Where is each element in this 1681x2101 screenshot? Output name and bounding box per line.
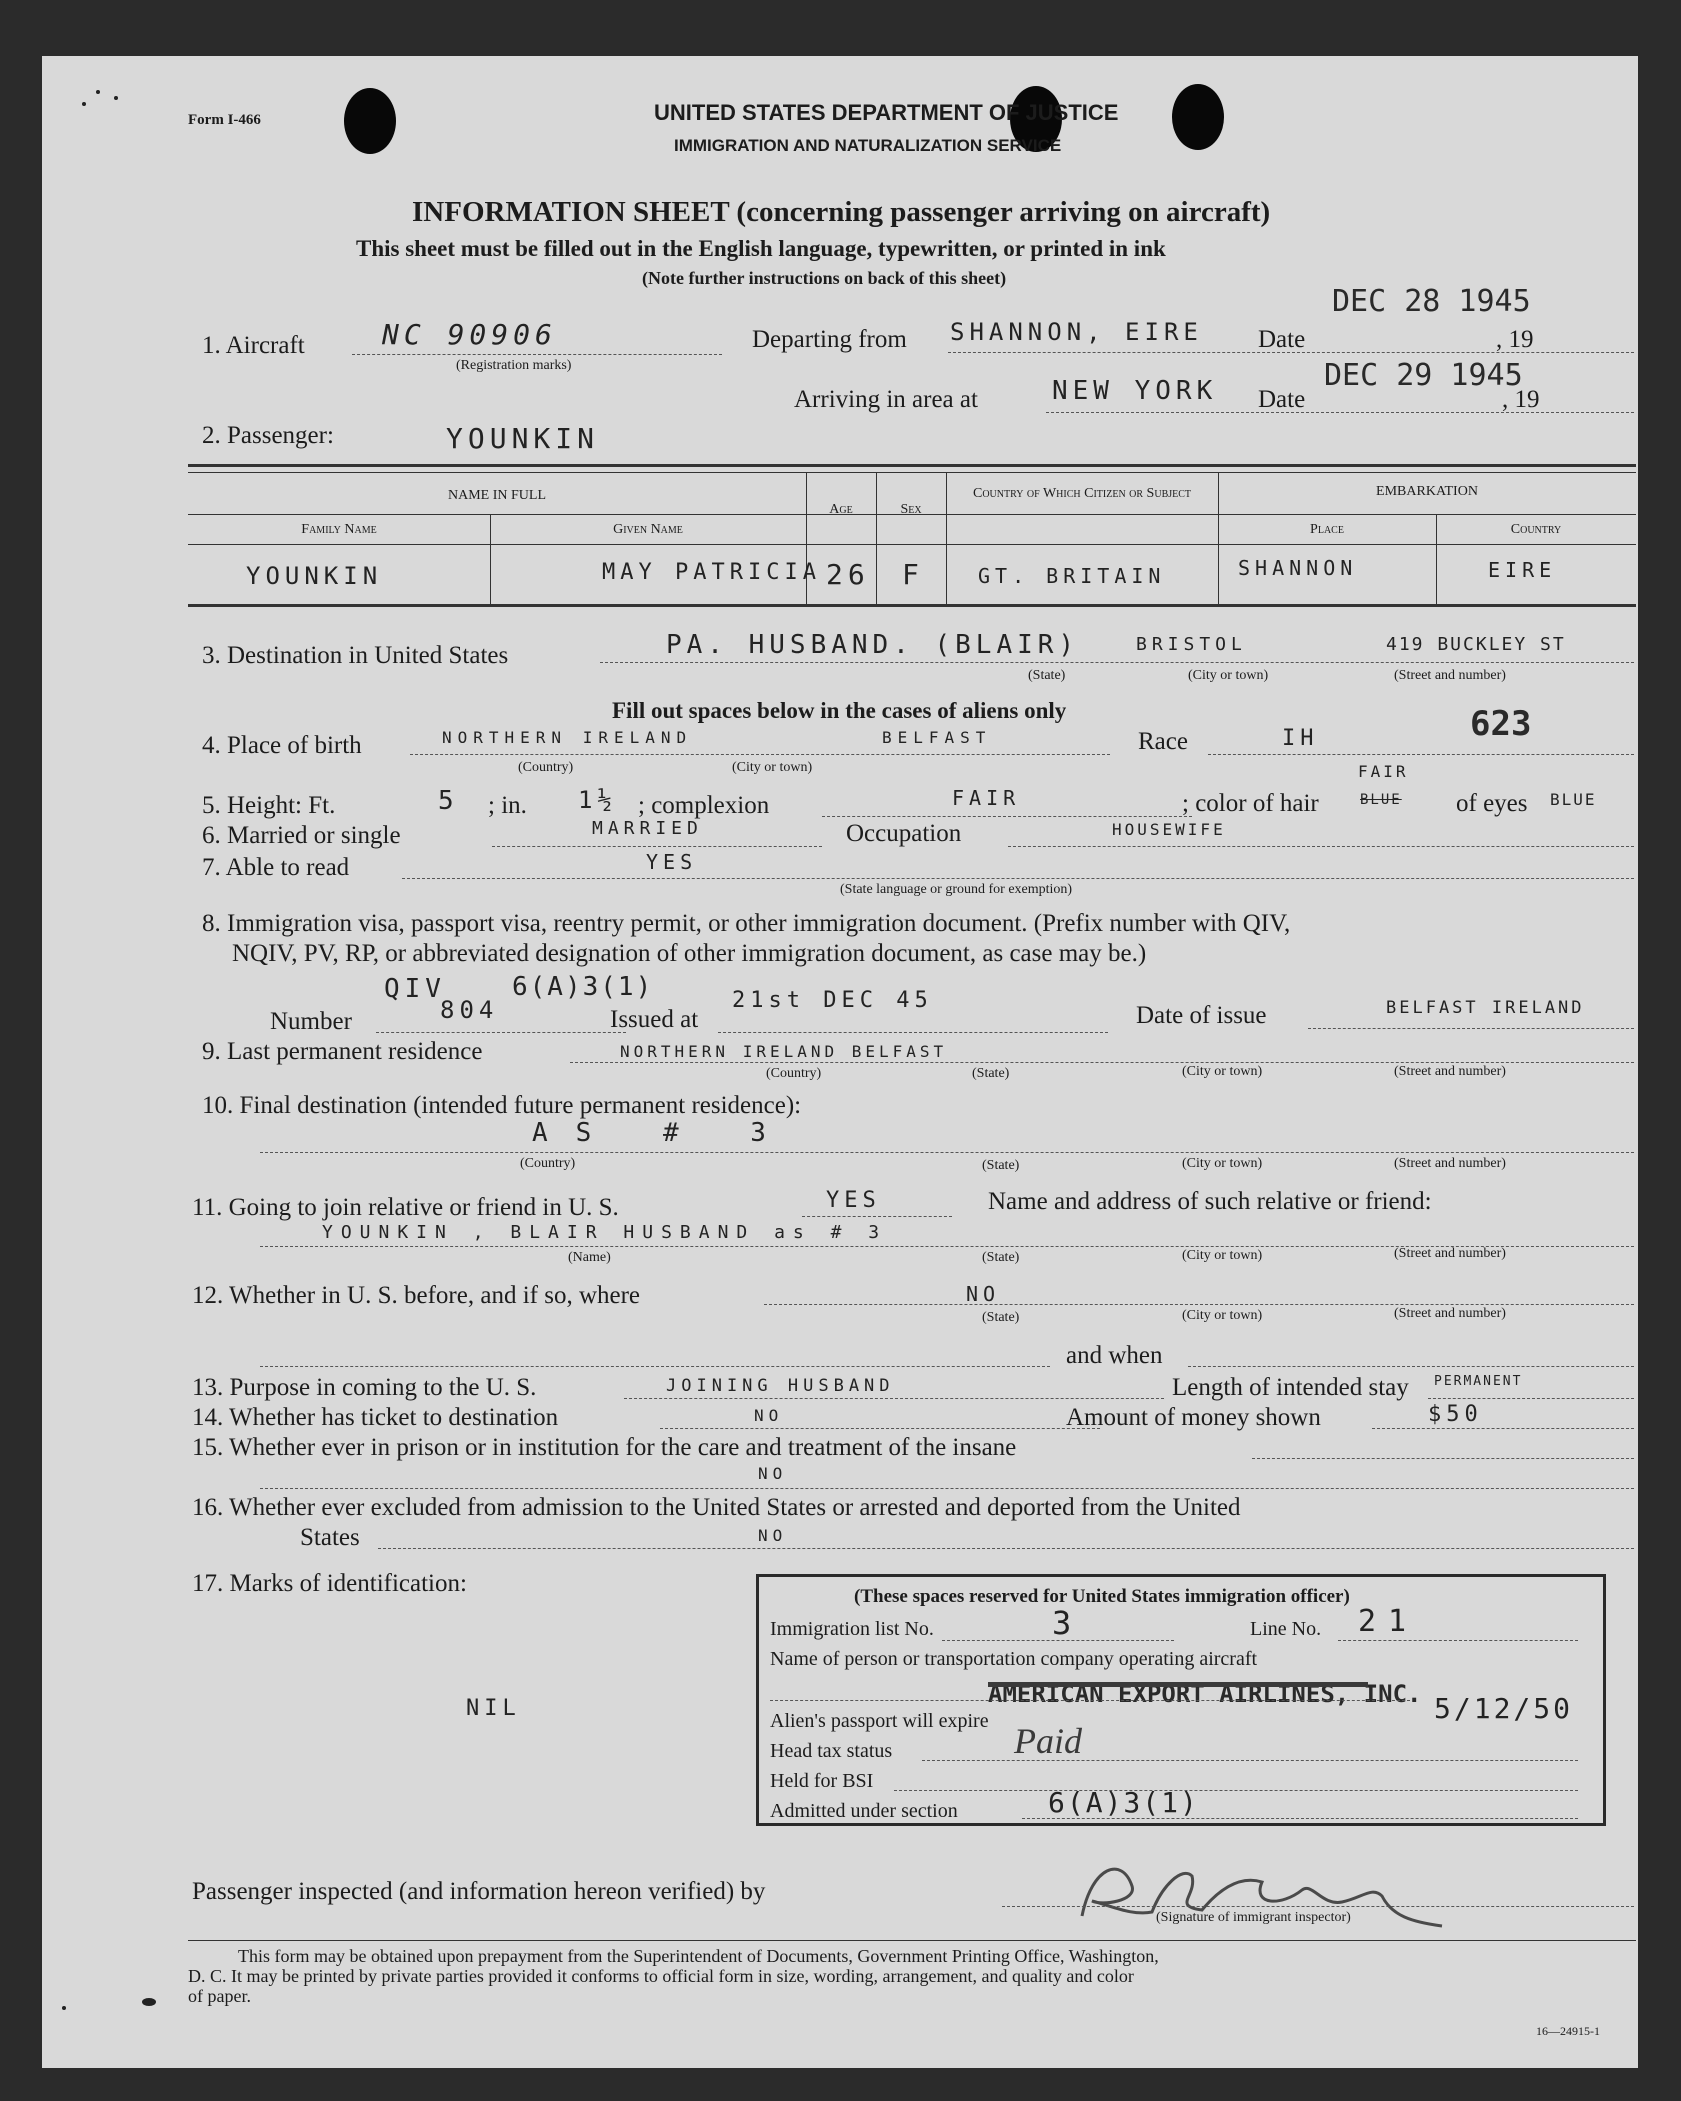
date-issue-line: [1308, 1028, 1634, 1029]
last-residence-line: [570, 1062, 1634, 1063]
last-residence-label: 9. Last permanent residence: [202, 1038, 483, 1065]
race-label: Race: [1138, 728, 1188, 755]
stay-length-label: Length of intended stay: [1172, 1374, 1409, 1401]
service-name: IMMIGRATION AND NATURALIZATION SERVICE: [674, 136, 1062, 155]
purpose-label: 13. Purpose in coming to the U. S.: [192, 1374, 537, 1401]
read-label: 7. Able to read: [202, 854, 350, 881]
prior-visit-line: [764, 1304, 1634, 1305]
complexion-label: ; complexion: [638, 792, 770, 819]
money-value: $50: [1428, 1402, 1483, 1427]
final-destination-state-caption: (State): [982, 1158, 1020, 1173]
document-sheet: [42, 56, 1638, 2068]
destination-label: 3. Destination in United States: [202, 642, 509, 669]
excluded-value: NO: [758, 1526, 788, 1545]
eyes-label: of eyes: [1456, 790, 1528, 817]
table-bottom-rule: [188, 604, 1636, 607]
identification-marks-label: 17. Marks of identification:: [192, 1570, 467, 1597]
prior-visit-label: 12. Whether in U. S. before, and if so, where: [192, 1282, 641, 1309]
citizen-heading: Country of Which Citizen or Subject: [972, 486, 1192, 501]
footer-line3: of paper.: [188, 1986, 251, 2006]
family-name-heading: Family Name: [301, 522, 377, 537]
departing-date-label: Date: [1258, 326, 1306, 353]
table-row-sex: F: [902, 558, 924, 591]
join-relative-value: YES: [826, 1188, 881, 1213]
race-value: IH: [1282, 726, 1319, 751]
age-heading: Age: [829, 502, 853, 517]
departing-line: [948, 352, 1634, 353]
departing-year-suffix: , 19: [1496, 326, 1534, 353]
height-in-label: ; in.: [488, 792, 527, 819]
head-tax-line: [922, 1760, 1578, 1761]
destination-state-value: PA. HUSBAND. (BLAIR): [666, 630, 1080, 660]
height-label: 5. Height: Ft.: [202, 792, 336, 819]
speck: [96, 90, 100, 94]
embarkation-heading: EMBARKATION: [1376, 484, 1478, 499]
line-no-value: 21: [1358, 1604, 1419, 1639]
complexion-line: [822, 816, 1192, 817]
bsi-label: Held for BSI: [770, 1770, 874, 1792]
page-title: INFORMATION SHEET (concerning passenger arriving on aircraft): [412, 196, 1271, 228]
immigration-list-value: 3: [1052, 1604, 1077, 1642]
admitted-section-value: 6(A)3(1): [1048, 1786, 1199, 1819]
hair-label: ; color of hair: [1182, 790, 1319, 817]
prior-visit-city-caption: (City or town): [1182, 1308, 1263, 1323]
date-issue-value: BELFAST IRELAND: [1386, 998, 1585, 1018]
table-row-given: MAY PATRICIA: [602, 560, 821, 585]
admitted-section-line: [1022, 1818, 1578, 1819]
department-name: UNITED STATES DEPARTMENT OF JUSTICE: [654, 100, 1119, 125]
admitted-section-label: Admitted under section: [770, 1800, 958, 1822]
arriving-date-stamp: DEC 29 1945: [1324, 358, 1523, 393]
height-ft-value: 5: [438, 786, 459, 816]
table-row-citizen: GT. BRITAIN: [978, 564, 1166, 588]
final-destination-city-caption: (City or town): [1182, 1156, 1263, 1171]
issued-at-value: 21st DEC 45: [732, 988, 933, 1013]
aircraft-line: [352, 354, 722, 355]
last-residence-value: NORTHERN IRELAND BELFAST: [620, 1042, 948, 1061]
visa-text-line1: 8. Immigration visa, passport visa, reentry permit, or other immigration document. (Prefix number with QIV,: [202, 910, 1291, 937]
money-line: [1372, 1428, 1634, 1429]
passport-expire-label: Alien's passport will expire: [770, 1710, 989, 1732]
country-heading: Country: [1510, 522, 1562, 537]
speck: [114, 96, 118, 100]
officer-box-title: (These spaces reserved for United States immigration officer): [854, 1586, 1350, 1607]
excluded-line: [378, 1548, 1634, 1549]
speck: [82, 102, 86, 106]
immigration-list-label: Immigration list No.: [770, 1618, 934, 1640]
signature-line: [1002, 1906, 1634, 1907]
fill-instruction: This sheet must be filled out in the English language, typewritten, or printed in ink: [356, 236, 1166, 261]
height-in-value: 1½: [578, 786, 617, 814]
sex-heading: Sex: [900, 502, 922, 517]
married-value: MARRIED: [592, 818, 703, 839]
destination-city-caption: (City or town): [1188, 668, 1269, 683]
ticket-value: NO: [754, 1406, 784, 1425]
ticket-line: [660, 1428, 1100, 1429]
back-note: (Note further instructions on back of this sheet): [642, 268, 1007, 288]
table-row-country: EIRE: [1488, 558, 1557, 582]
table-row-family: YOUNKIN: [246, 562, 383, 590]
occupation-value: HOUSEWIFE: [1112, 820, 1226, 839]
purpose-line: [624, 1398, 1164, 1399]
table-col-div: [876, 472, 877, 604]
registration-caption: (Registration marks): [456, 358, 572, 373]
issued-at-line: [718, 1032, 1108, 1033]
arriving-date-label: Date: [1258, 386, 1306, 413]
destination-city-value: BRISTOL: [1136, 634, 1247, 655]
stay-length-line: [1428, 1398, 1634, 1399]
operator-label: Name of person or transportation company operating aircraft: [770, 1648, 1258, 1670]
join-relative-line: [802, 1216, 952, 1217]
race-line: [1208, 754, 1634, 755]
passenger-value: YOUNKIN: [446, 422, 600, 455]
visa-text-line2: NQIV, PV, RP, or abbreviated designation of other immigration document, as case may be.): [232, 940, 1147, 967]
place-heading: Place: [1310, 522, 1344, 537]
relative-street-caption: (Street and number): [1394, 1246, 1506, 1261]
final-destination-value: AS # 3: [532, 1118, 794, 1148]
table-head-bottom-rule: [188, 544, 1636, 545]
arriving-value: NEW YORK: [1052, 376, 1218, 406]
occupation-line: [1008, 846, 1634, 847]
table-col-div: [946, 472, 947, 604]
issued-at-label: Issued at: [610, 1006, 699, 1033]
visa-number-value: 804: [440, 996, 499, 1024]
departing-value: SHANNON, EIRE: [950, 318, 1203, 346]
ticket-label: 14. Whether has ticket to destination: [192, 1404, 559, 1431]
birthplace-country-caption: (Country): [518, 760, 574, 775]
birthplace-city-value: BELFAST: [882, 728, 992, 747]
arriving-year-suffix: , 19: [1502, 386, 1540, 413]
identification-marks-value: NIL: [466, 1696, 521, 1721]
read-caption: (State language or ground for exemption): [840, 882, 1073, 897]
visa-number-label: Number: [270, 1008, 352, 1035]
prison-line-2: [260, 1488, 1634, 1489]
stamp-number: 623: [1470, 704, 1532, 744]
prior-visit-state-caption: (State): [982, 1310, 1020, 1325]
head-tax-label: Head tax status: [770, 1740, 893, 1762]
aliens-heading: Fill out spaces below in the cases of aliens only: [612, 698, 1067, 723]
birthplace-city-caption: (City or town): [732, 760, 813, 775]
final-destination-country-caption: (Country): [520, 1156, 576, 1171]
head-tax-value: Paid: [1014, 1721, 1082, 1761]
speck: [142, 1998, 156, 2006]
operator-value: AMERICAN EXPORT AIRLINES, INC.: [988, 1680, 1422, 1708]
married-line: [492, 846, 822, 847]
eyes-value: BLUE: [1550, 790, 1597, 809]
punch-hole-right: [1172, 84, 1224, 150]
last-residence-street-caption: (Street and number): [1394, 1064, 1506, 1079]
and-when-label: and when: [1066, 1342, 1163, 1369]
prior-visit-value: NO: [966, 1282, 1001, 1306]
table-row-place: SHANNON: [1238, 556, 1358, 580]
passenger-label: 2. Passenger:: [202, 422, 334, 449]
birthplace-line: [410, 754, 1110, 755]
destination-street-value: 419 BUCKLEY ST: [1386, 634, 1566, 655]
birthplace-label: 4. Place of birth: [202, 732, 362, 759]
final-destination-label: 10. Final destination (intended future permanent residence):: [202, 1092, 802, 1119]
destination-street-caption: (Street and number): [1394, 668, 1506, 683]
departing-date-stamp: DEC 28 1945: [1332, 284, 1531, 319]
relative-city-caption: (City or town): [1182, 1248, 1263, 1263]
inspection-label: Passenger inspected (and information hereon verified) by: [192, 1878, 766, 1905]
visa-number-line: [376, 1032, 626, 1033]
hair-struck-value: BLUE: [1360, 792, 1402, 808]
prior-visit-street-caption: (Street and number): [1394, 1306, 1506, 1321]
date-issue-label: Date of issue: [1136, 1002, 1267, 1029]
departing-label: Departing from: [752, 326, 907, 353]
prison-value: NO: [758, 1464, 788, 1483]
money-label: Amount of money shown: [1066, 1404, 1321, 1431]
relative-name-address-label: Name and address of such relative or friend:: [988, 1188, 1432, 1215]
and-when-line: [260, 1366, 1050, 1367]
last-residence-country-caption: (Country): [766, 1066, 822, 1081]
punch-hole-left: [344, 88, 396, 154]
birthplace-country-value: NORTHERN IRELAND: [442, 728, 693, 747]
stay-length-value: PERMANENT: [1434, 1374, 1523, 1389]
married-label: 6. Married or single: [202, 822, 401, 849]
signature-caption: (Signature of immigrant inspector): [1156, 1910, 1351, 1925]
relative-name-caption: (Name): [568, 1250, 611, 1265]
final-destination-street-caption: (Street and number): [1394, 1156, 1506, 1171]
purpose-value: JOINING HUSBAND: [666, 1376, 895, 1396]
operator-line: [770, 1700, 1410, 1701]
print-code: 16—24915-1: [1536, 2024, 1600, 2038]
relative-state-caption: (State): [982, 1250, 1020, 1265]
arriving-line: [1046, 412, 1634, 413]
immigration-list-line: [942, 1640, 1174, 1641]
join-relative-label: 11. Going to join relative or friend in U. S.: [192, 1194, 619, 1221]
aircraft-label: 1. Aircraft: [202, 332, 305, 359]
excluded-label-line1: 16. Whether ever excluded from admission to the United States or arrested and deported from the United: [192, 1494, 1241, 1521]
bsi-line: [894, 1790, 1578, 1791]
visa-number-section: 6(A)3(1): [512, 972, 654, 1002]
prison-label: 15. Whether ever in prison or in institution for the care and treatment of the insane: [192, 1434, 1017, 1461]
relative-value: YOUNKIN , BLAIR HUSBAND as # 3: [322, 1222, 888, 1243]
table-top-rule-2: [188, 472, 1636, 473]
destination-state-caption: (State): [1028, 668, 1066, 683]
and-when-line-2: [1188, 1366, 1634, 1367]
read-line: [402, 878, 1634, 879]
passport-expire-value: 5/12/50: [1434, 1692, 1574, 1725]
complexion-value: FAIR: [952, 786, 1021, 810]
table-row-age: 26: [826, 558, 870, 591]
destination-line: [600, 662, 1634, 663]
arriving-label: Arriving in area at: [794, 386, 978, 413]
footer-rule: [188, 1940, 1636, 1941]
operator-struck-line: [988, 1682, 1368, 1687]
form-number: Form I-466: [188, 112, 261, 128]
visa-number-prefix: QIV: [384, 974, 446, 1004]
excluded-label-line2: States: [300, 1524, 360, 1551]
last-residence-state-caption: (State): [972, 1066, 1010, 1081]
given-name-heading: Given Name: [613, 522, 683, 537]
read-value: YES: [646, 850, 698, 874]
final-destination-line: [260, 1152, 1634, 1153]
occupation-label: Occupation: [846, 820, 962, 847]
footer-line2: D. C. It may be printed by private parties provided it conforms to official form in size, wording, arrangement, and quality and color: [188, 1966, 1134, 1986]
line-no-label: Line No.: [1250, 1618, 1322, 1640]
table-top-rule: [188, 464, 1636, 467]
aircraft-value: NC 90906: [382, 318, 557, 351]
prison-line: [1252, 1458, 1634, 1459]
hair-value: FAIR: [1358, 762, 1409, 781]
speck: [62, 2006, 66, 2010]
name-in-full-heading: NAME IN FULL: [448, 488, 546, 503]
last-residence-city-caption: (City or town): [1182, 1064, 1263, 1079]
line-no-line: [1338, 1640, 1578, 1641]
footer-line1: This form may be obtained upon prepayment from the Superintendent of Documents, Government Printing Office, Washington,: [238, 1946, 1159, 1966]
